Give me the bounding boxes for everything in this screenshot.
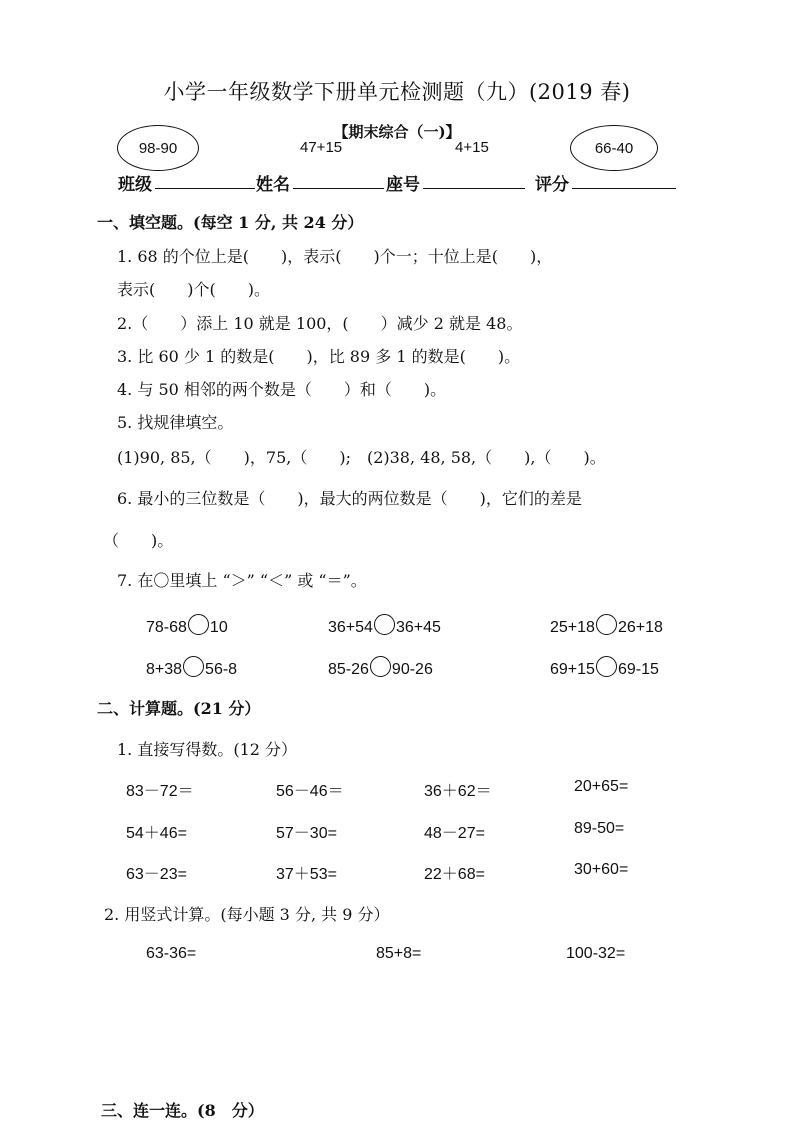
vertical-calc-item: 100-32= xyxy=(566,945,626,962)
question-5-items: (1)90, 85,（ )，75,（ ); (2)38, 48, 58,（ ),（ )。 xyxy=(117,448,606,467)
compare-right: 10 xyxy=(209,619,228,636)
section-3-heading: 三、连一连。(8 分） xyxy=(101,1101,264,1120)
question-1-line-2: 表示( )个( )。 xyxy=(117,280,270,299)
direct-calc-item: 56－46＝ xyxy=(276,783,344,800)
direct-calc-item: 36＋62＝ xyxy=(424,783,492,800)
compare-circle-icon[interactable] xyxy=(596,656,617,677)
compare-item xyxy=(550,656,659,679)
oval-expression-2-text: 66-40 xyxy=(594,139,634,157)
question-1-line-1: 1. 68 的个位上是( )，表示( )个一；十位上是( )， xyxy=(117,247,553,266)
direct-calc-item: 54＋46= xyxy=(126,825,187,842)
vertical-calc-item: 85+8= xyxy=(376,945,422,962)
section-2-sub-2: 2. 用竖式计算。(每小题 3 分, 共 9 分） xyxy=(104,905,390,924)
compare-item xyxy=(146,656,237,679)
compare-left: 25+18 xyxy=(550,619,595,636)
direct-calc-item: 57－30= xyxy=(276,825,337,842)
oval-expression-1 xyxy=(117,125,199,171)
direct-calc-item: 89-50= xyxy=(574,820,625,837)
direct-calc-item: 48－27= xyxy=(424,825,485,842)
info-name-label: 姓名 xyxy=(256,175,290,195)
header-expression-2: 4+15 xyxy=(455,139,489,156)
info-class-label: 班级 xyxy=(118,175,152,195)
compare-circle-icon[interactable] xyxy=(370,656,391,677)
compare-left: 85-26 xyxy=(328,661,369,678)
oval-expression-1-text: 98-90 xyxy=(138,139,178,157)
vertical-calc-item: 63-36= xyxy=(146,945,197,962)
compare-item xyxy=(328,614,441,637)
question-2: 2.（ ）添上 10 就是 100，( ）减少 2 就是 48。 xyxy=(117,314,523,333)
class-blank[interactable] xyxy=(155,170,255,189)
compare-circle-icon[interactable] xyxy=(596,614,617,635)
header-expression-1: 47+15 xyxy=(300,139,343,156)
question-4: 4. 与 50 相邻的两个数是（ ）和（ )。 xyxy=(117,380,447,399)
compare-right: 36+45 xyxy=(395,619,441,636)
direct-calc-item: 22＋68= xyxy=(424,866,485,883)
name-blank[interactable] xyxy=(293,170,384,189)
direct-calc-item: 63－23= xyxy=(126,866,187,883)
page-subtitle: 【期末综合（一)】 xyxy=(333,123,461,141)
question-3: 3. 比 60 少 1 的数是( )，比 89 多 1 的数是( )。 xyxy=(117,347,521,366)
direct-calc-item: 83－72＝ xyxy=(126,783,194,800)
oval-expression-2 xyxy=(570,125,658,171)
question-6-line-2: （ )。 xyxy=(103,531,174,550)
section-1-heading: 一、填空题。(每空 1 分, 共 24 分） xyxy=(97,213,364,232)
compare-circle-icon[interactable] xyxy=(374,614,395,635)
compare-left: 8+38 xyxy=(146,661,183,678)
compare-circle-icon[interactable] xyxy=(183,656,204,677)
question-7: 7. 在〇里填上 “＞” “＜” 或 “＝”。 xyxy=(117,571,367,590)
section-2-heading: 二、计算题。(21 分） xyxy=(97,699,261,718)
compare-right: 90-26 xyxy=(391,661,433,678)
compare-left: 36+54 xyxy=(328,619,373,636)
direct-calc-item: 30+60= xyxy=(574,861,629,878)
question-6-line-1: 6. 最小的三位数是（ )，最大的两位数是（ )，它们的差是 xyxy=(117,489,582,508)
compare-left: 78-68 xyxy=(146,619,187,636)
compare-right: 26+18 xyxy=(617,619,663,636)
page-title: 小学一年级数学下册单元检测题（九）(2019 春) xyxy=(163,80,631,104)
compare-item xyxy=(328,656,433,679)
score-blank[interactable] xyxy=(572,170,676,189)
compare-item xyxy=(550,614,663,637)
compare-right: 69-15 xyxy=(617,661,659,678)
seat-blank[interactable] xyxy=(423,170,525,189)
compare-left: 69+15 xyxy=(550,661,595,678)
info-score-label: 评分 xyxy=(535,175,569,195)
question-5: 5. 找规律填空。 xyxy=(117,413,234,432)
direct-calc-item: 37＋53= xyxy=(276,866,337,883)
compare-item xyxy=(146,614,228,637)
direct-calc-item: 20+65= xyxy=(574,778,629,795)
section-2-sub-1: 1. 直接写得数。(12 分） xyxy=(117,740,298,759)
info-seat-label: 座号 xyxy=(386,175,420,195)
compare-right: 56-8 xyxy=(205,661,238,678)
compare-circle-icon[interactable] xyxy=(188,614,209,635)
